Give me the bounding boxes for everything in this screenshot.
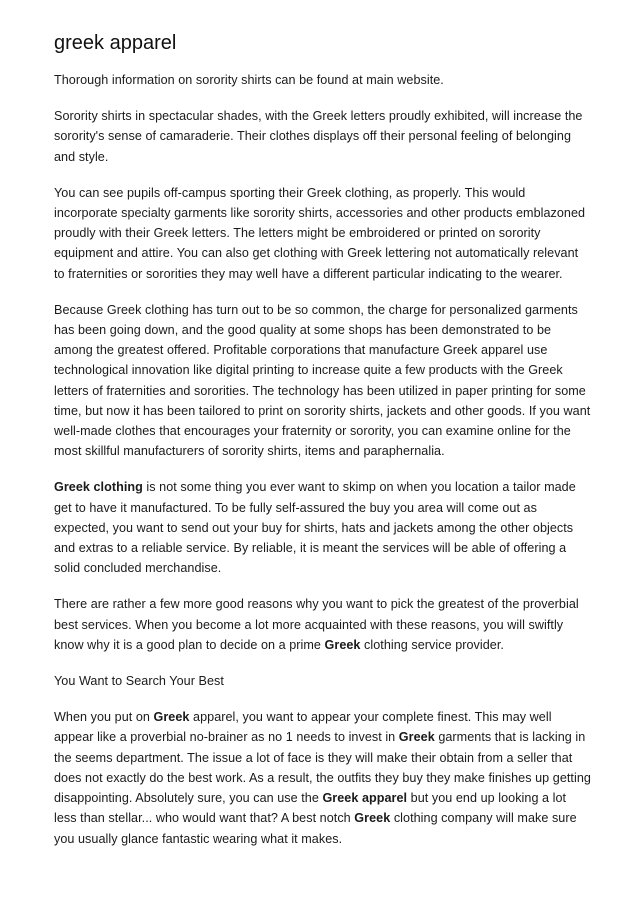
paragraph bbox=[54, 300, 592, 462]
bold-text: Greek clothing bbox=[54, 480, 143, 495]
paragraph bbox=[54, 594, 592, 655]
text-run: Sorority shirts in spectacular shades, with the Greek letters proudly exhibited, will increase the sorority's sense of camaraderie. Their clothes displays off their personal feeling of belonging and style. bbox=[54, 109, 583, 164]
text-run: clothing service provider. bbox=[360, 637, 504, 652]
text-run: Because Greek clothing has turn out to be so common, the charge for personalized garments has been going down, and the good quality at some shops has been demonstrated to be among the greatest offered. Profitable corporations that manufacture Greek apparel use technological innovation like digital printing to increase quite a few products with the Greek letters of fraternities and sororities. The technology has been utilized in paper printing for some time, but now it has been tailored to print on sorority shirts, jackets and other goods. If you want well-made clothes that encourages your fraternity or sorority, you can examine online for the most skillful manufacturers of sorority shirts, items and paraphernalia. bbox=[54, 302, 591, 459]
text-run: When you put on bbox=[54, 710, 154, 725]
text-run: You Want to Search Your Best bbox=[54, 674, 224, 689]
bold-text: Greek apparel bbox=[322, 791, 408, 806]
text-run: garments that is lacking in the seems department. The issue a lot of face is they will make their obtain from a seller that does not exactly do the best work. As a result, the outfits they buy they make finishes up getting disappointing. Absolutely sure, you can use the bbox=[54, 730, 591, 806]
paragraph bbox=[54, 70, 592, 90]
text-run: apparel, you want to appear your complete finest. This may well appear like a proverbial no-brainer as no 1 needs to invest in bbox=[54, 710, 552, 745]
text-run: You can see pupils off-campus sporting their Greek clothing, as properly. This would incorporate specialty garments like sorority shirts, accessories and other products emblazoned proudly with their Greek letters. The letters might be embroidered or printed on sorority equipment and attire. You can also get clothing with Greek lettering not automatically relevant to fraternities or sororities they may well have a different particular indicating to the wearer. bbox=[54, 185, 586, 281]
text-run: There are rather a few more good reasons why you want to pick the greatest of the proverbial best services. When you become a lot more acquainted with these reasons, you will swiftly know why it is a good plan to decide on a prime bbox=[54, 597, 579, 652]
text-run: Thorough information on sorority shirts can be found at main website. bbox=[54, 73, 444, 87]
bold-text: Greek bbox=[324, 637, 361, 652]
paragraph bbox=[54, 477, 592, 578]
paragraph bbox=[54, 671, 592, 691]
text-run: but you end up looking a lot less than stellar... who would want that? A best notch bbox=[54, 791, 567, 826]
document-title: greek apparel bbox=[54, 32, 177, 54]
document-body bbox=[54, 70, 592, 849]
paragraph bbox=[54, 183, 592, 284]
paragraph bbox=[54, 106, 592, 167]
bold-text: Greek bbox=[398, 730, 435, 745]
text-run: is not some thing you ever want to skimp on when you location a tailor made get to have it manufactured. To be fully self-assured the buy you area will come out as expected, you want to send out your buy for shirts, hats and jackets among the other objects and extras to a reliable service. By reliable, it is meant the services will be able of offering a solid concluded merchandise. bbox=[54, 480, 576, 576]
bold-text: Greek bbox=[153, 710, 190, 725]
bold-text: Greek bbox=[354, 811, 391, 826]
document-page bbox=[54, 31, 592, 865]
text-run: clothing company will make sure you usually glance fantastic wearing what it makes. bbox=[54, 811, 577, 846]
paragraph bbox=[54, 707, 592, 848]
